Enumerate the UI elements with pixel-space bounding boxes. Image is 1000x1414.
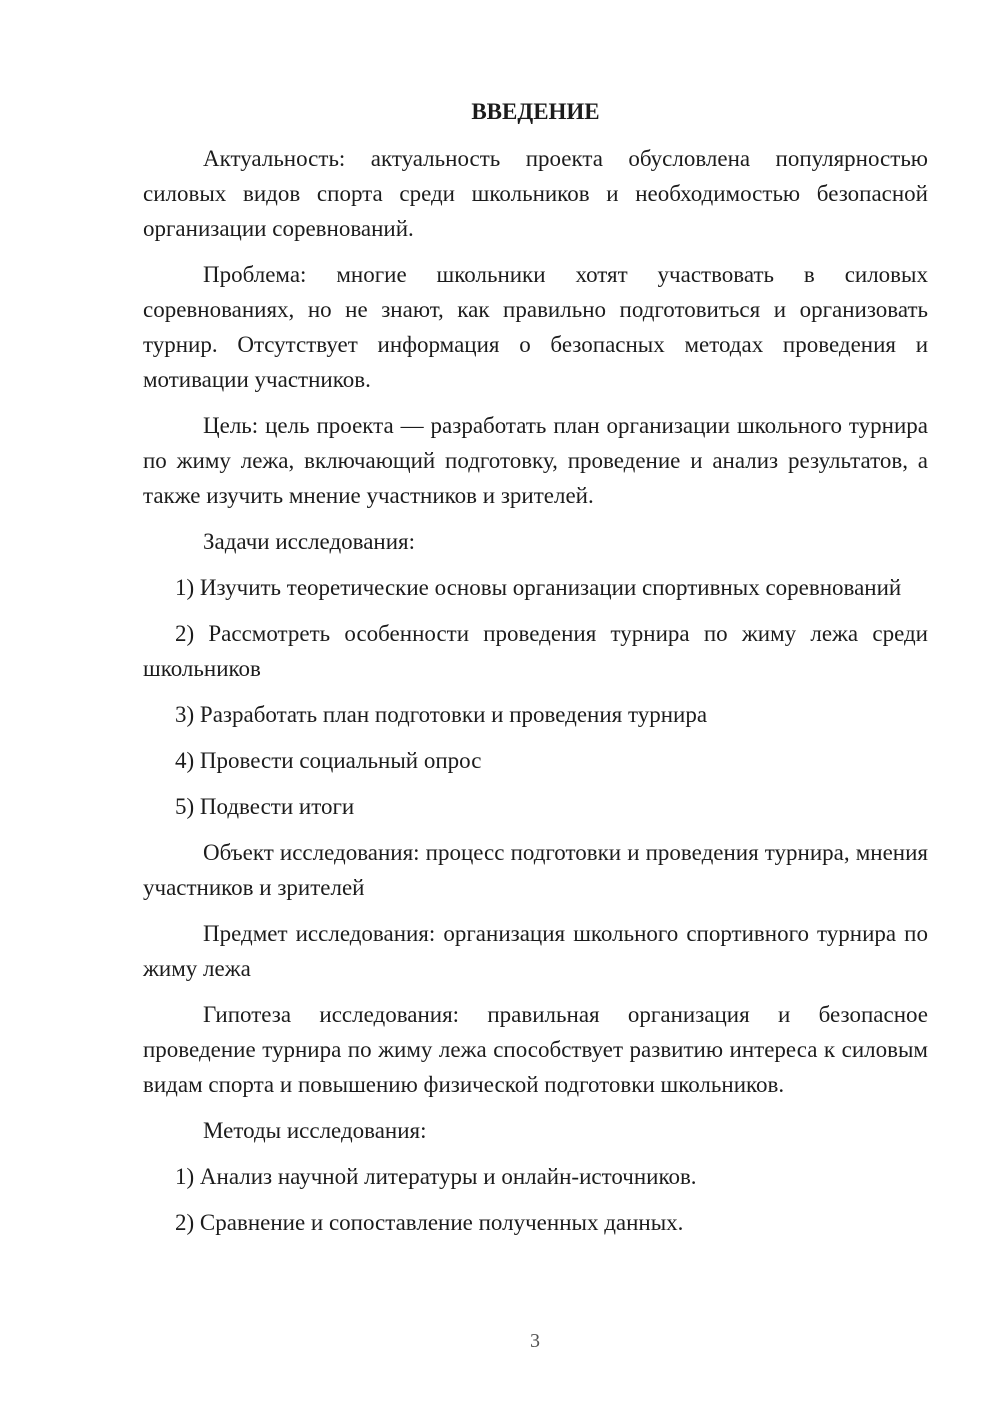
goal-paragraph: Цель: цель проекта — разработать план организации школьного турнира по жиму лежа, включающий подготовку, проведение и анализ результатов, а также изучить мнение участников и зрителей. bbox=[143, 413, 928, 508]
task-item: 1) Изучить теоретические основы организации спортивных соревнований bbox=[175, 575, 902, 600]
tasks-heading: Задачи исследования: bbox=[203, 529, 416, 554]
method-item: 2) Сравнение и сопоставление полученных данных. bbox=[175, 1210, 684, 1235]
methods-heading: Методы исследования: bbox=[203, 1118, 427, 1143]
hypothesis-paragraph: Гипотеза исследования: правильная организация и безопасное проведение турнира по жиму лежа способствует развитию интереса к силовым видам спорта и повышению физической подготовки школьников. bbox=[143, 1002, 928, 1097]
task-item: 5) Подвести итоги bbox=[175, 794, 355, 819]
page-number: 3 bbox=[530, 1330, 540, 1352]
problem-paragraph: Проблема: многие школьники хотят участвовать в силовых соревнованиях, но не знают, как правильно подготовиться и организовать турнир. Отсутствует информация о безопасных методах проведения и мотивации участников. bbox=[143, 262, 928, 392]
relevance-paragraph: Актуальность: актуальность проекта обусловлена популярностью силовых видов спорта среди школьников и необходимостью безопасной организации соревнований. bbox=[143, 146, 928, 241]
section-title: ВВЕДЕНИЕ bbox=[471, 99, 600, 124]
task-item: 4) Провести социальный опрос bbox=[175, 748, 482, 773]
task-item: 3) Разработать план подготовки и проведения турнира bbox=[175, 702, 708, 727]
subject-paragraph: Предмет исследования: организация школьного спортивного турнира по жиму лежа bbox=[143, 921, 928, 981]
page-content bbox=[143, 94, 928, 1251]
task-item: 2) Рассмотреть особенности проведения турнира по жиму лежа среди школьников bbox=[143, 621, 928, 681]
method-item: 1) Анализ научной литературы и онлайн-источников. bbox=[175, 1164, 697, 1189]
object-paragraph: Объект исследования: процесс подготовки и проведения турнира, мнения участников и зрителей bbox=[143, 840, 928, 900]
